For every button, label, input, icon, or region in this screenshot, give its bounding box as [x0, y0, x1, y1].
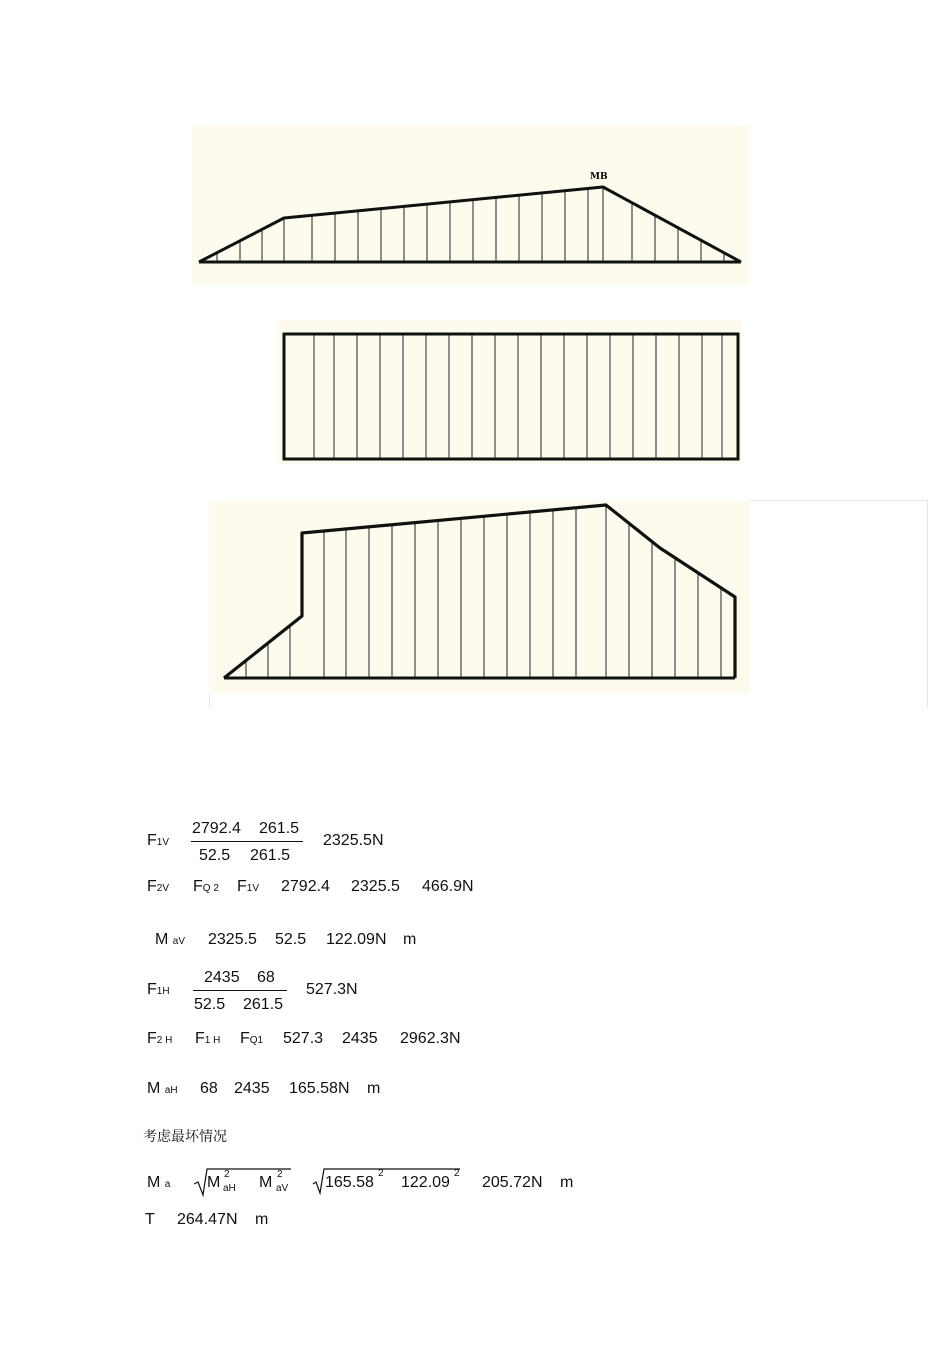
equation-mav	[155, 931, 555, 955]
eq7-value2: 122.09	[401, 1174, 450, 1191]
eq5-term3: FQ1	[240, 1030, 264, 1047]
eq6-value1: 68	[200, 1080, 218, 1097]
eq8-lhs: T	[145, 1211, 155, 1228]
torque-diagram	[276, 320, 742, 464]
combined-moment-outline	[224, 505, 735, 678]
eq2-term1: F2V	[147, 878, 170, 895]
eq7-root-term2: M	[259, 1174, 273, 1191]
equation-torque	[145, 1211, 445, 1235]
eq1-lhs: F1V	[147, 832, 170, 849]
eq6-value2: 2435	[234, 1080, 270, 1097]
equation-f1h	[147, 967, 447, 1017]
eq7-root-term1: M	[207, 1174, 221, 1191]
eq7-root-term1-sub: aH	[223, 1183, 236, 1194]
note-worst-case: 考虑最坏情况	[143, 1129, 227, 1145]
eq2-value2: 2325.5	[351, 878, 400, 895]
eq2-value1: 2792.4	[281, 878, 330, 895]
eq7-value1-sup: 2	[378, 1168, 384, 1179]
eq1-num-a: 2792.4	[192, 820, 241, 837]
eq4-den-b: 261.5	[243, 996, 284, 1013]
eq6-lhs: M aH	[147, 1080, 178, 1097]
eq3-value2: 52.5	[275, 931, 307, 948]
eq5-term2: F1 H	[195, 1030, 221, 1047]
eq3-value1: 2325.5	[208, 931, 257, 948]
eq7-value1: 165.58	[325, 1174, 374, 1191]
eq7-lhs: M a	[147, 1174, 171, 1191]
frame-line-left	[209, 694, 210, 708]
eq4-result: 527.3N	[306, 981, 358, 998]
eq1-den-a: 52.5	[199, 847, 231, 864]
eq5-term1: F2 H	[147, 1030, 173, 1047]
moment-diagram-vertical-svg	[192, 125, 749, 285]
frame-line-top	[750, 500, 928, 501]
eq6-result: 165.58N	[289, 1080, 350, 1097]
eq5-value1: 527.3	[283, 1030, 324, 1047]
eq5-result: 2962.3N	[400, 1030, 461, 1047]
eq1-num-b: 261.5	[259, 820, 300, 837]
equation-f1v	[147, 818, 447, 868]
frame-line-right	[927, 500, 928, 708]
eq4-den-a: 52.5	[194, 996, 226, 1013]
eq2-term2: FQ 2	[193, 878, 219, 895]
eq7-root-term1-sup: 2	[224, 1169, 230, 1180]
eq7-value2-sup: 2	[454, 1168, 460, 1179]
eq2-result: 466.9N	[422, 878, 474, 895]
eq3-unit: m	[403, 931, 417, 948]
eq5-value2: 2435	[342, 1030, 378, 1047]
moment-diagram-combined-svg	[209, 500, 750, 694]
eq8-result: 264.47N	[177, 1211, 238, 1228]
eq7-root-term2-sup: 2	[277, 1169, 283, 1180]
eq4-num-a: 2435	[204, 969, 240, 986]
eq8-unit: m	[255, 1211, 269, 1228]
moment-peak-label: MB	[590, 172, 608, 182]
eq7-result: 205.72N	[482, 1174, 543, 1191]
torque-diagram-svg	[276, 320, 742, 464]
equation-ma	[147, 1164, 607, 1198]
eq3-result: 122.09N	[326, 931, 387, 948]
eq4-lhs: F1H	[147, 981, 170, 998]
eq2-term3: F1V	[237, 878, 260, 895]
eq3-lhs: M aV	[155, 931, 186, 948]
eq1-fraction-bar	[191, 841, 303, 842]
equation-f2v	[147, 878, 547, 902]
eq1-den-b: 261.5	[250, 847, 291, 864]
moment-outline	[199, 187, 741, 262]
equation-f2h	[147, 1030, 547, 1054]
eq7-root-term2-sub: aV	[276, 1183, 289, 1194]
equation-mah	[147, 1080, 547, 1104]
eq1-result: 2325.5N	[323, 832, 384, 849]
eq4-fraction-bar	[193, 990, 287, 991]
eq4-num-b: 68	[257, 969, 275, 986]
moment-diagram-combined	[209, 500, 750, 694]
eq7-unit: m	[560, 1174, 574, 1191]
eq6-unit: m	[367, 1080, 381, 1097]
moment-diagram-vertical	[192, 125, 749, 285]
torque-outline	[284, 334, 738, 459]
